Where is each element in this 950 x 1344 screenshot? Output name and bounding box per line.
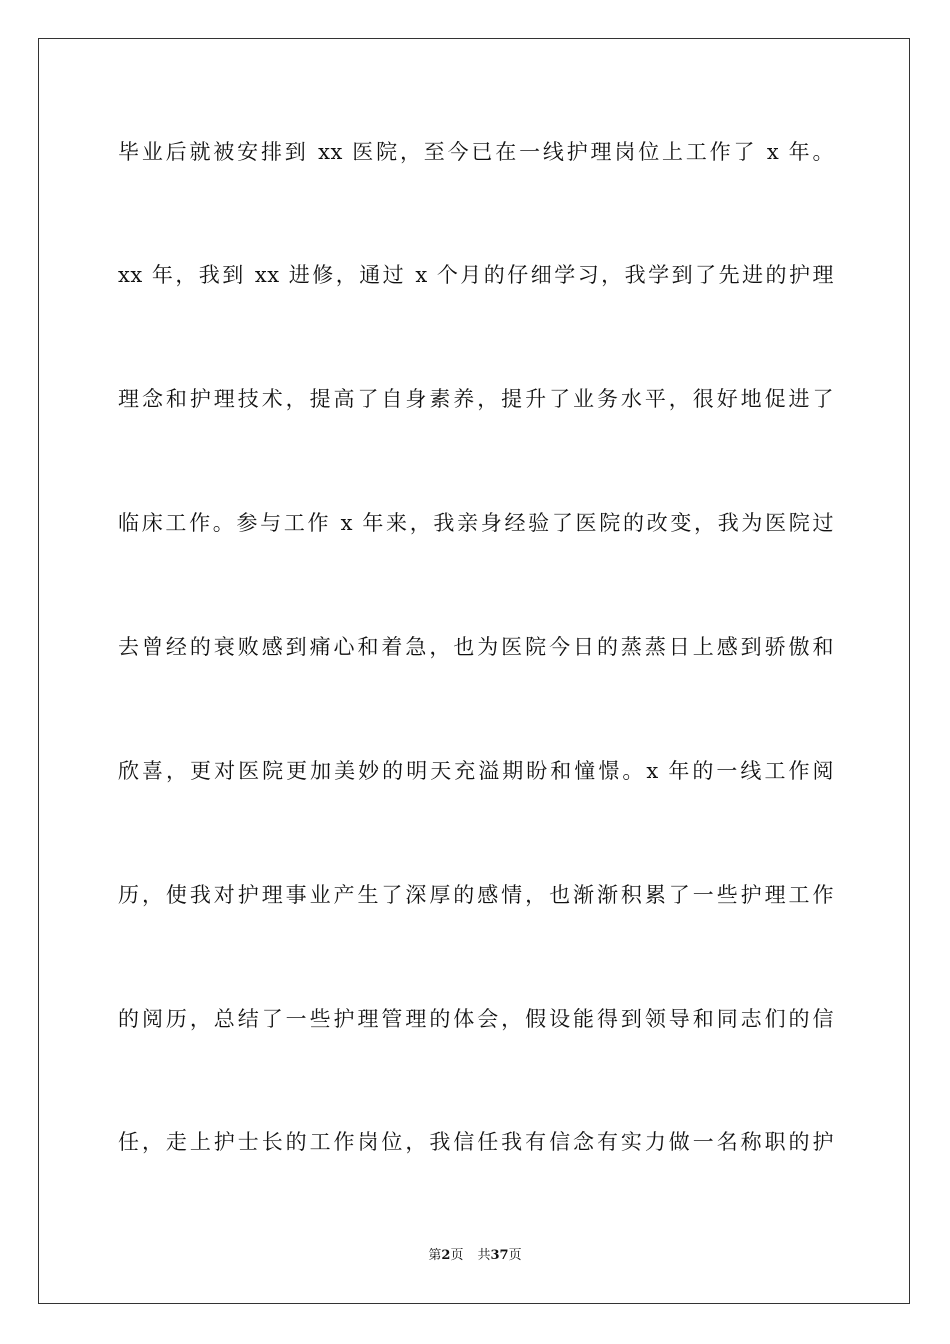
page-number: 2: [441, 1248, 451, 1263]
total-prefix: 共: [477, 1248, 491, 1263]
text-line: 任，走上护士长的工作岗位，我信任我有信念有实力做一名称职的护: [118, 1130, 834, 1154]
text-line: 欣喜，更对医院更加美妙的明天充溢期盼和憧憬。x 年的一线工作阅: [118, 759, 834, 783]
page-prefix: 第: [428, 1248, 442, 1263]
page-suffix: 页: [450, 1248, 464, 1263]
text-line: 临床工作。参与工作 x 年来，我亲身经验了医院的改变，我为医院过: [118, 511, 834, 535]
total-pages: 37: [490, 1248, 509, 1263]
text-line: xx 年，我到 xx 进修，通过 x 个月的仔细学习，我学到了先进的护理: [118, 263, 834, 287]
text-line: 历，使我对护理事业产生了深厚的感情，也渐渐积累了一些护理工作: [118, 883, 834, 907]
text-line: 毕业后就被安排到 xx 医院，至今已在一线护理岗位上工作了 x 年。: [118, 140, 834, 164]
page-border: [38, 38, 910, 1304]
page-footer: [0, 1246, 950, 1266]
text-line: 的阅历，总结了一些护理管理的体会，假设能得到领导和同志们的信: [118, 1007, 834, 1031]
text-line: 理念和护理技术，提高了自身素养，提升了业务水平，很好地促进了: [118, 387, 834, 411]
total-suffix: 页: [508, 1248, 522, 1263]
text-line: 去曾经的衰败感到痛心和着急，也为医院今日的蒸蒸日上感到骄傲和: [118, 635, 834, 659]
